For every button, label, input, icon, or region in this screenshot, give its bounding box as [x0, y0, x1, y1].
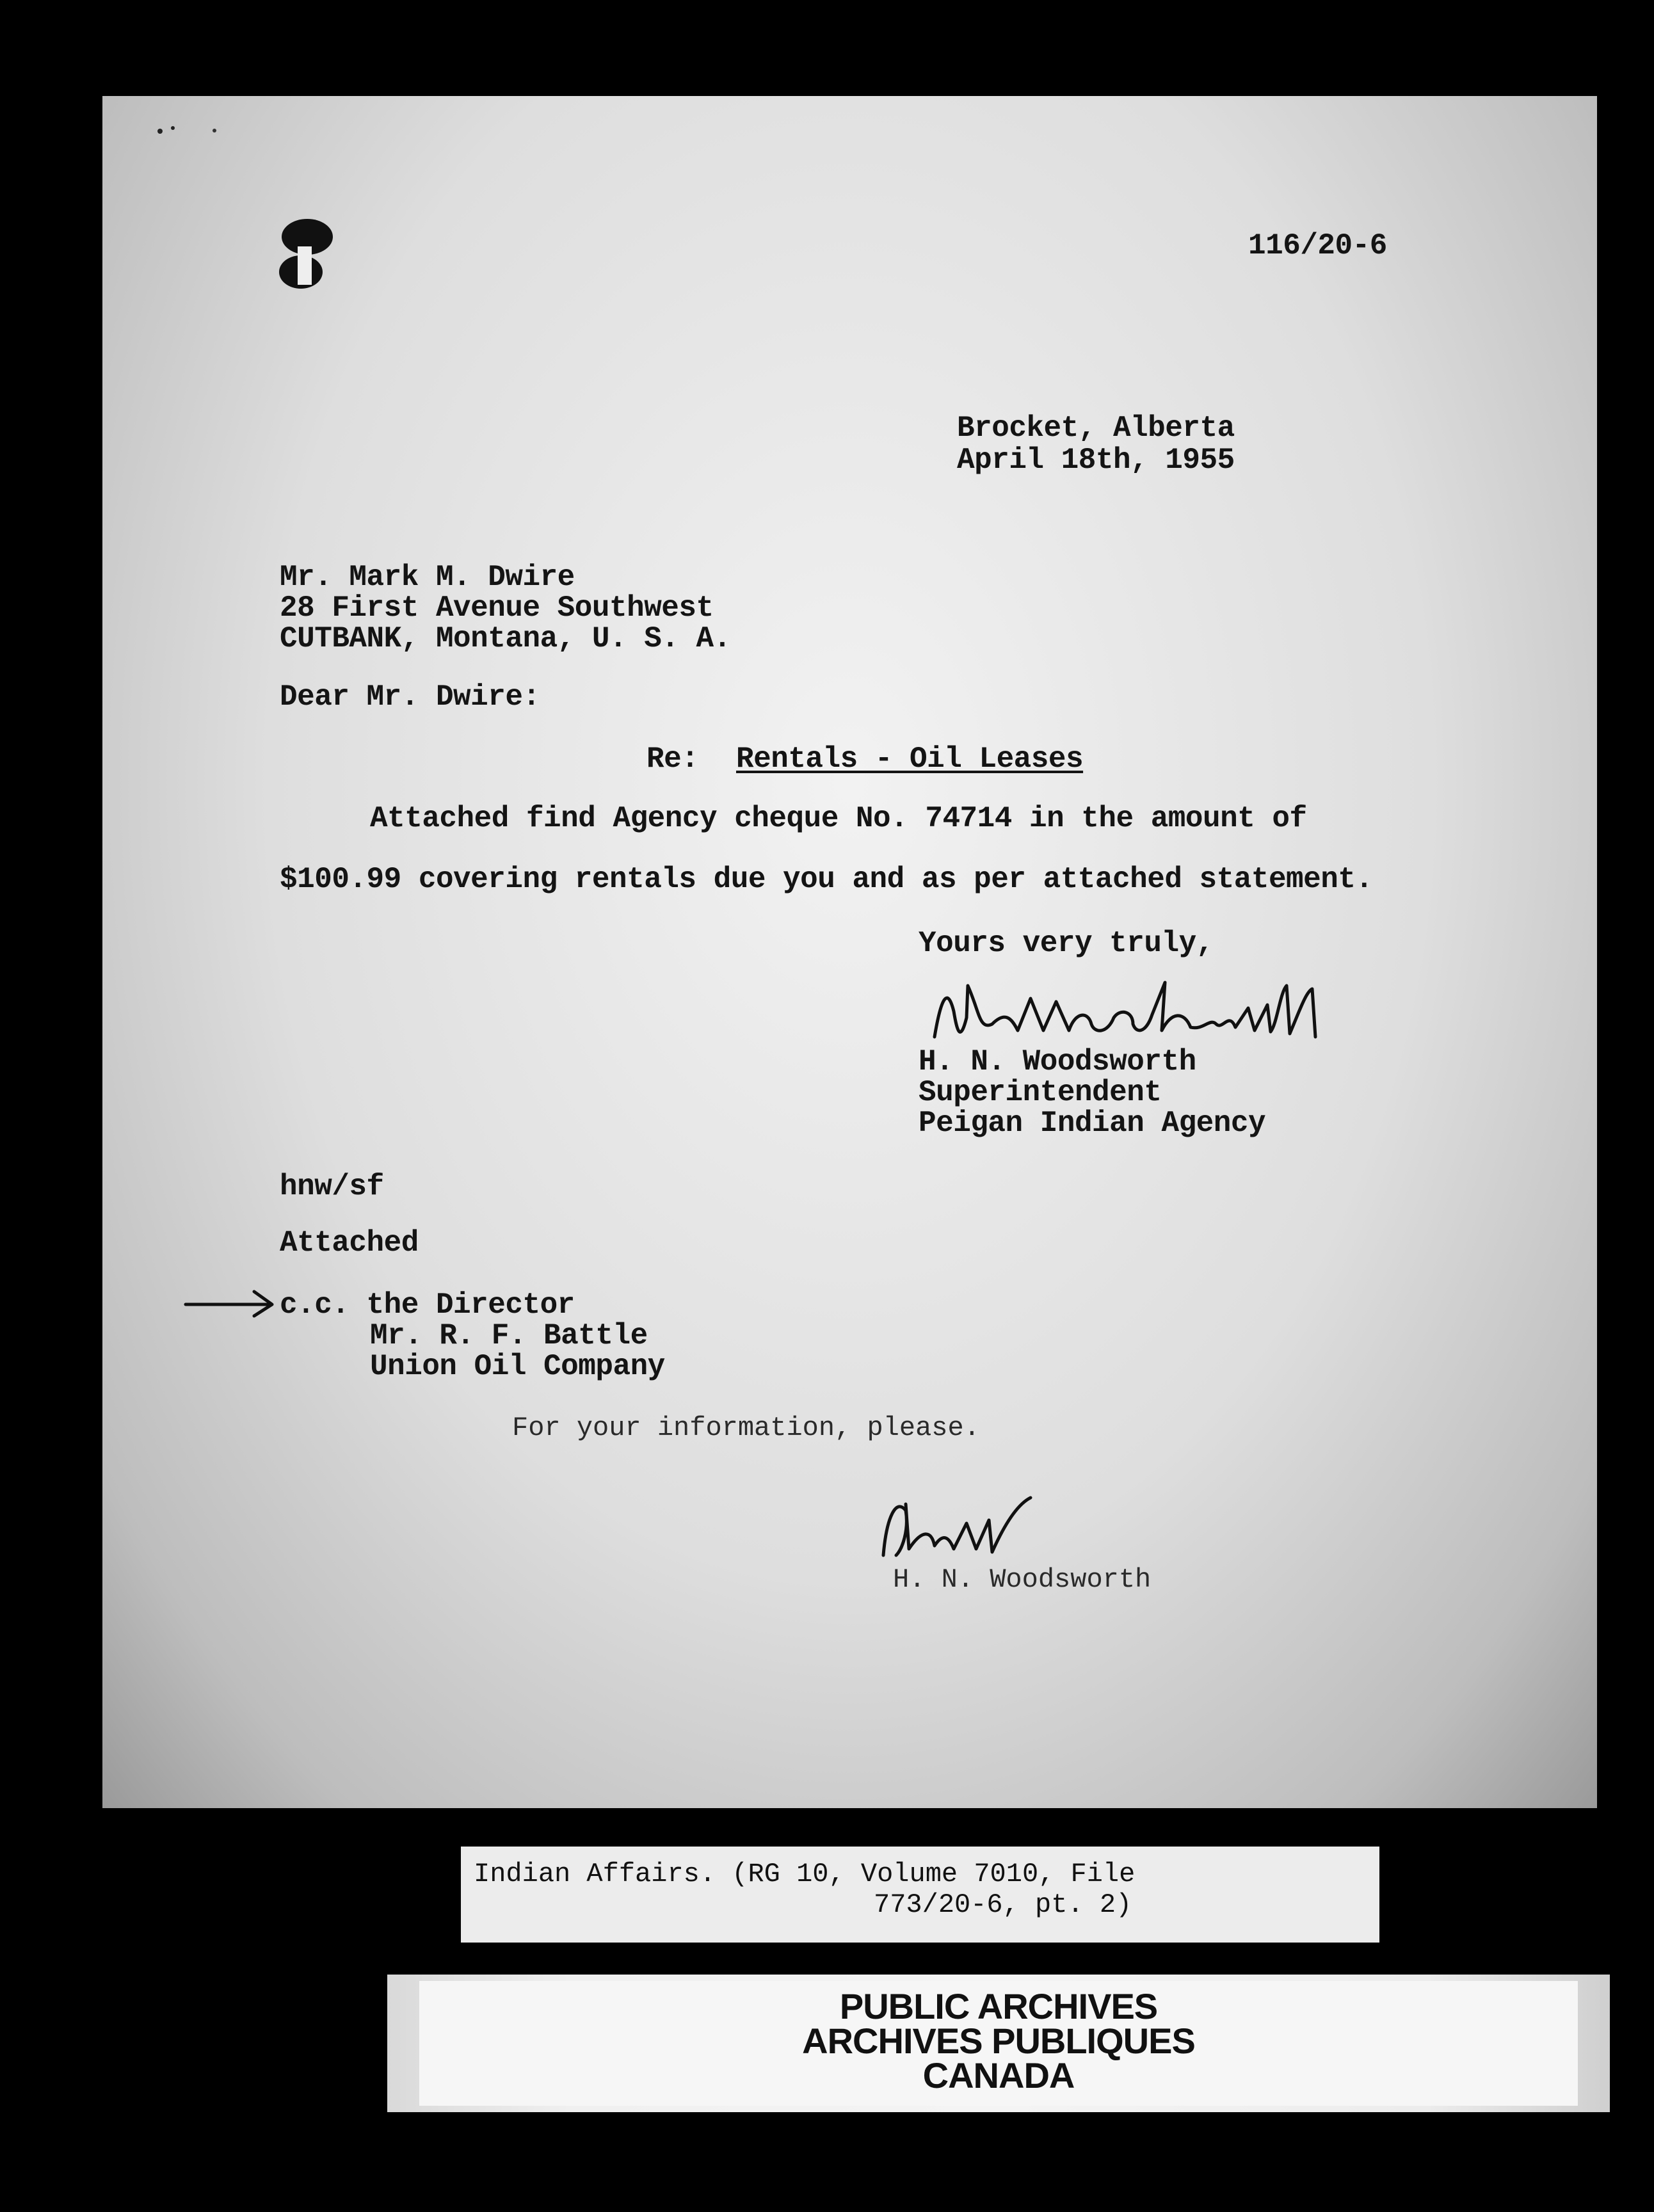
closing: Yours very truly,: [919, 927, 1214, 960]
archive-stamp-line-3: CANADA: [922, 2055, 1075, 2096]
file-number: 116/20-6: [1248, 229, 1387, 262]
corner-specks: [154, 122, 230, 141]
archive-stamp-line-1: PUBLIC ARCHIVES: [839, 1986, 1158, 2026]
archive-reference-line-1: Indian Affairs. (RG 10, Volume 7010, File: [474, 1859, 1136, 1889]
signatory-office: Peigan Indian Agency: [919, 1107, 1266, 1140]
letter-place: Brocket, Alberta: [957, 412, 1235, 445]
letter-date: April 18th, 1955: [957, 444, 1235, 477]
recipient-street: 28 First Avenue Southwest: [280, 591, 714, 625]
cc-line-3: Union Oil Company: [370, 1350, 665, 1383]
ink-blot-mark: [262, 211, 352, 307]
re-subject: Rentals - Oil Leases: [736, 742, 1084, 776]
cc-line-2: Mr. R. F. Battle: [370, 1319, 648, 1352]
salutation: Dear Mr. Dwire:: [280, 680, 540, 714]
signatory-name: H. N. Woodsworth: [919, 1045, 1196, 1078]
archive-reference-label: [461, 1847, 1379, 1943]
archive-stamp-line-2: ARCHIVES PUBLIQUES: [802, 2021, 1195, 2061]
handwritten-signature: [922, 973, 1331, 1056]
cc-line-1: c.c. the Director: [280, 1288, 575, 1322]
information-note: For your information, please.: [512, 1413, 980, 1443]
recipient-city: CUTBANK, Montana, U. S. A.: [280, 622, 731, 655]
note-signatory: H. N. Woodsworth: [893, 1564, 1152, 1595]
typist-initials: hnw/sf: [280, 1170, 384, 1203]
enclosure-note: Attached: [280, 1226, 419, 1260]
re-label: Re:: [646, 742, 699, 776]
body-line-1: Attached find Agency cheque No. 74714 in the amount of: [370, 802, 1307, 835]
arrow-mark: [182, 1286, 278, 1318]
initials-signature: [871, 1485, 1063, 1568]
archive-stamp-label: [387, 1975, 1610, 2112]
letter-page: [102, 96, 1597, 1808]
body-line-2: $100.99 covering rentals due you and as per attached statement.: [280, 863, 1373, 896]
archive-reference-line-2: 773/20-6, pt. 2): [874, 1889, 1132, 1920]
recipient-name: Mr. Mark M. Dwire: [280, 561, 575, 594]
signatory-title: Superintendent: [919, 1076, 1162, 1109]
archive-stamp-panel: [419, 1981, 1578, 2106]
